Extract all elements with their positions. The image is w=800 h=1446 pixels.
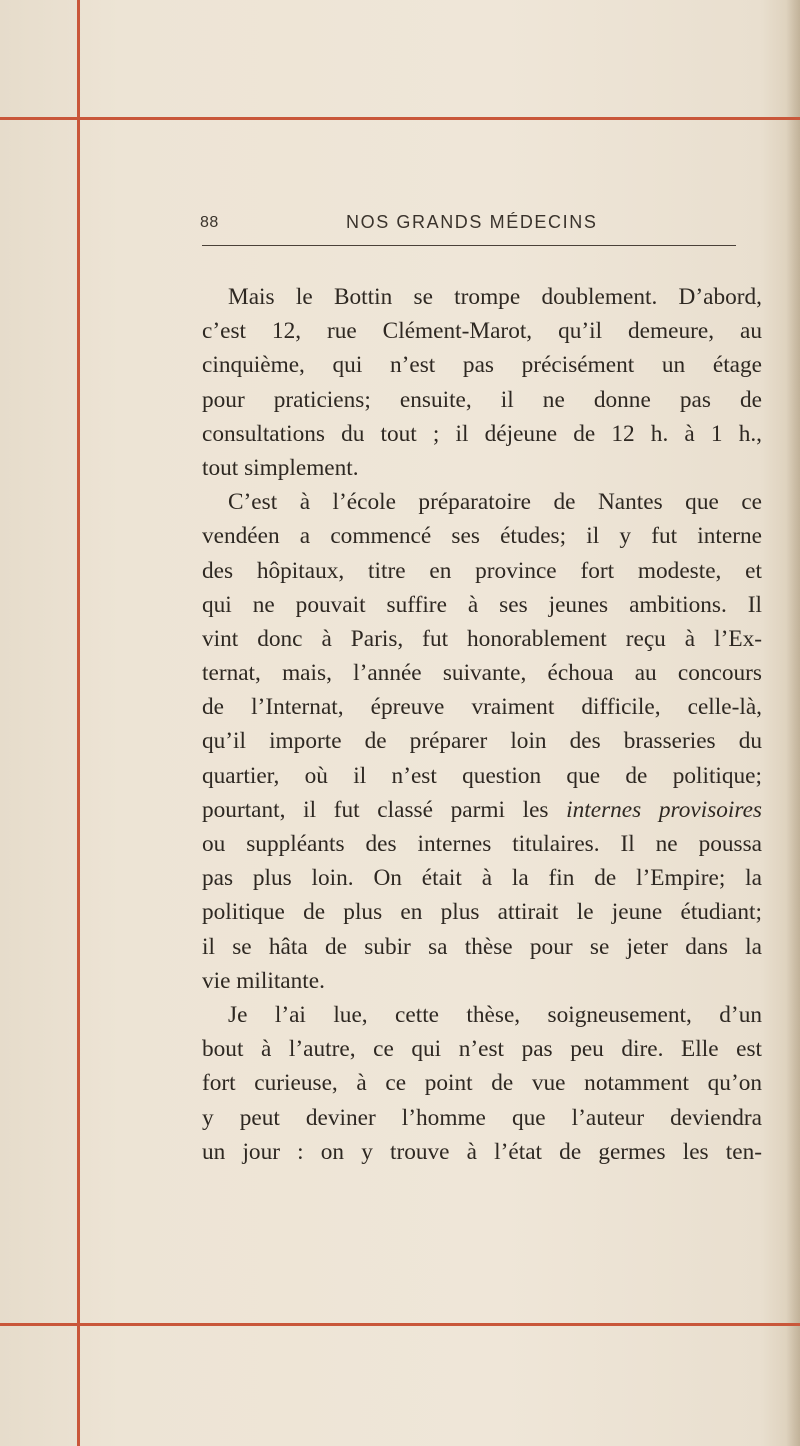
text-line: pas plus loin. On était à la fin de l’Empire; la <box>202 865 762 892</box>
text-line: consultations du tout ; il déjeune de 12 h. à 1 h., <box>202 420 762 447</box>
body-text <box>202 280 762 1169</box>
text-line: C’est à l’école préparatoire de Nantes que ce <box>228 489 762 516</box>
text-line: pour praticiens; ensuite, il ne donne pas de <box>202 386 762 413</box>
text-line: c’est 12, rue Clément-Marot, qu’il demeure, au <box>202 318 762 345</box>
text-line: de l’Internat, épreuve vraiment difficile, celle-là, <box>202 694 762 721</box>
margin-rule-vertical <box>77 0 80 1446</box>
margin-rule-top <box>0 117 800 120</box>
italic-phrase: internes provisoires <box>566 796 762 823</box>
text-line: cinquième, qui n’est pas précisément un étage <box>202 352 762 379</box>
running-title: NOS GRANDS MÉDECINS <box>346 212 598 232</box>
text-line: vendéen a commencé ses études; il y fut interne <box>202 523 762 550</box>
text-line: Mais le Bottin se trompe doublement. D’abord, <box>228 284 762 310</box>
text-line: ternat, mais, l’année suivante, échoua au concours <box>202 660 762 687</box>
paragraph-1 <box>202 280 762 485</box>
text-line: ou suppléants des internes titulaires. Il ne poussa <box>202 831 762 857</box>
running-head <box>200 212 740 240</box>
text-line: fort curieuse, à ce point de vue notamment qu’on <box>202 1070 762 1097</box>
text-line: vint donc à Paris, fut honorablement reçu à l’Ex- <box>202 625 762 652</box>
text-line: quartier, où il n’est question que de politique; <box>202 762 762 789</box>
text-line: vie militante. <box>202 967 325 994</box>
text-line: Je l’ai lue, cette thèse, soigneusement, d’un <box>228 1001 762 1028</box>
text-line: politique de plus en plus attirait le jeune étudiant; <box>202 899 762 926</box>
paragraph-3 <box>202 998 762 1169</box>
page-number: 88 <box>200 214 219 231</box>
text-line: qu’il importe de préparer loin des brasseries du <box>202 728 762 755</box>
text-segment: pourtant, il fut classé parmi les <box>202 796 549 823</box>
text-line: bout à l’autre, ce qui n’est pas peu dire. Elle est <box>202 1036 762 1063</box>
text-line: il se hâta de subir sa thèse pour se jeter dans la <box>202 933 762 960</box>
margin-rule-bottom <box>0 1323 800 1326</box>
text-line: qui ne pouvait suffire à ses jeunes ambitions. Il <box>202 591 762 618</box>
text-line: tout simplement. <box>202 454 359 481</box>
paragraph-2 <box>202 485 762 998</box>
text-line-with-italic <box>202 793 762 827</box>
text-line: des hôpitaux, titre en province fort modeste, et <box>202 557 762 584</box>
text-line: y peut deviner l’homme que l’auteur deviendra <box>202 1104 762 1131</box>
text-line: un jour : on y trouve à l’état de germes les ten- <box>202 1138 762 1165</box>
page-edge-shadow <box>786 0 800 1446</box>
header-rule <box>202 245 736 246</box>
